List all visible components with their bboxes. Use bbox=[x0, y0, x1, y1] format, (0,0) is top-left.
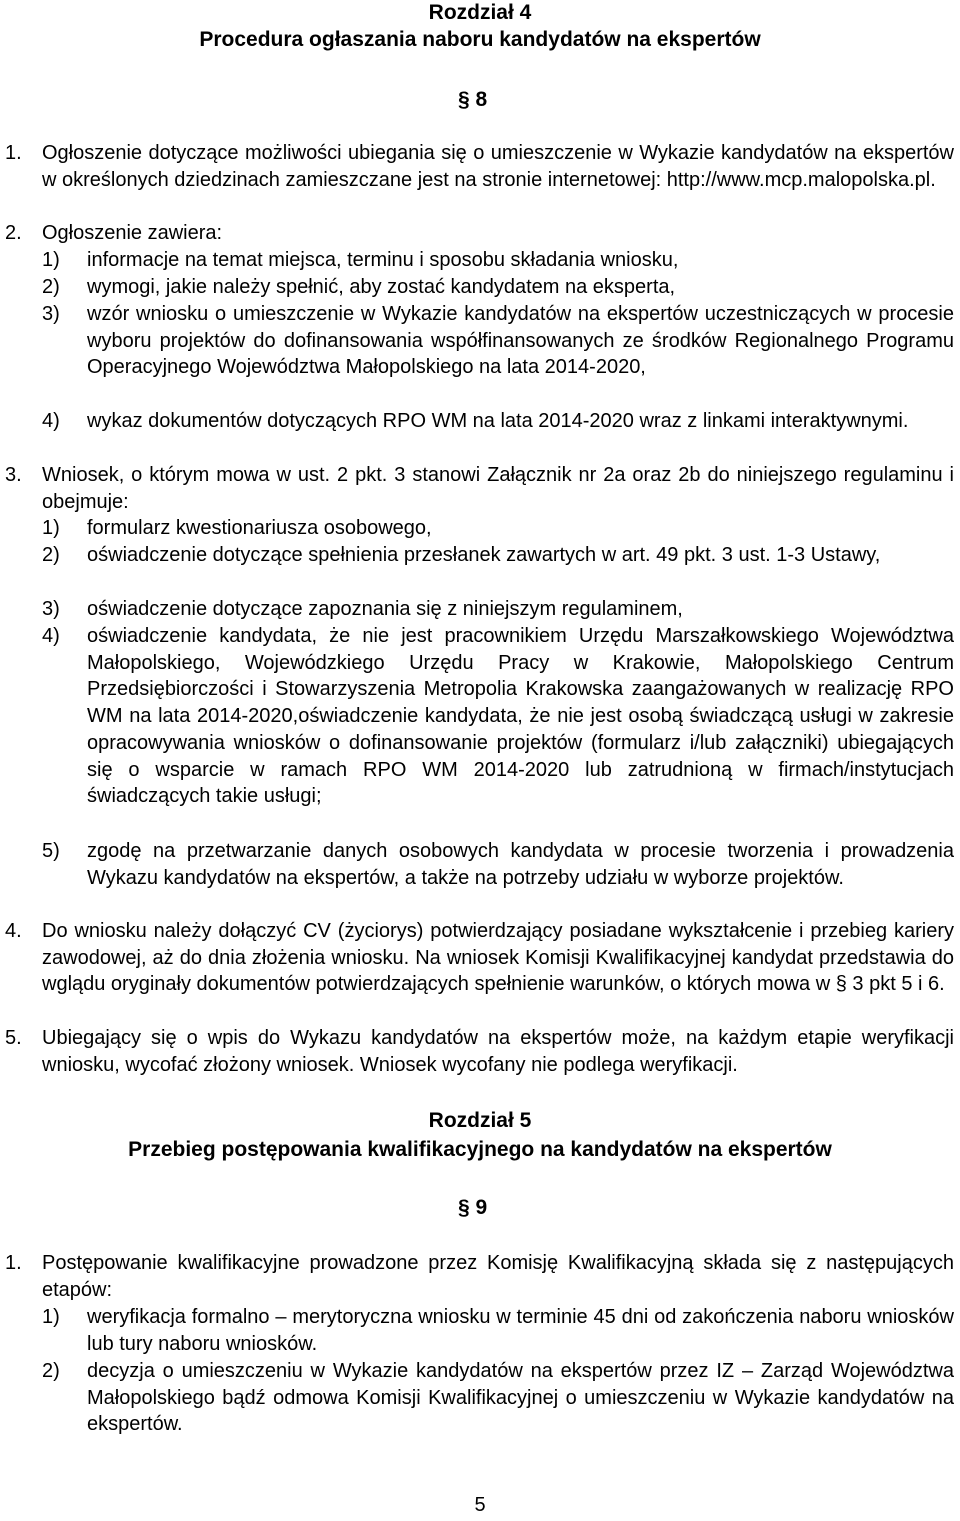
ch5-paragraph-1: Postępowanie kwalifikacyjne prowadzone przez Komisję Kwalifikacyjną składa się z następujących etapów: bbox=[42, 1252, 954, 1301]
p2-item-2: wymogi, jakie należy spełnić, aby zostać kandydatem na eksperta, bbox=[87, 276, 676, 298]
p3-item-3-number: 3) bbox=[42, 598, 60, 620]
p2-item-3-number: 3) bbox=[42, 303, 60, 325]
p3-item-4: oświadczenie kandydata, że nie jest pracownikiem Urzędu Marszałkowskiego Województwa Małopolskiego, Wojewódzkiego Urzędu Pracy w Krakowie, Małopolskiego Centrum Przedsiębiorczości i Stowarzyszenia Metropolia Krakowska zaangażowanych w realizację RPO WM na lata 2014-2020,oświadczenie kandydata, że nie jest osobą świadczącą usługi w zakresie opracowywania wniosków o dofinansowanie projektów (formularz i/lub załączniki) ubiegających się o wsparcie w ramach RPO WM 2014-2020 lub zatrudnioną w firmach/instytucjach świadczących takie usługi; bbox=[87, 625, 954, 808]
page-number: 5 bbox=[474, 1494, 486, 1516]
p2-item-4: wykaz dokumentów dotyczących RPO WM na lata 2014-2020 wraz z linkami interaktywnymi. bbox=[87, 410, 909, 432]
p2-number: 2. bbox=[5, 222, 22, 244]
p3-item-2: oświadczenie dotyczące spełnienia przesłanek zawartych w art. 49 pkt. 3 ust. 1-3 Ustawy, bbox=[87, 544, 881, 566]
p3-item-5-number: 5) bbox=[42, 840, 60, 862]
p3-item-2-number: 2) bbox=[42, 544, 60, 566]
section-9-label: § 9 bbox=[458, 1196, 488, 1219]
paragraph-3: Wniosek, o którym mowa w ust. 2 pkt. 3 stanowi Załącznik nr 2a oraz 2b do niniejszego regulaminu i obejmuje: bbox=[42, 464, 954, 513]
paragraph-2: Ogłoszenie zawiera: bbox=[42, 222, 223, 244]
ch5-item-2-number: 2) bbox=[42, 1360, 60, 1382]
p2-item-3: wzór wniosku o umieszczenie w Wykazie kandydatów na ekspertów uczestniczących w procesie wyboru projektów do dofinansowania współfinansowanych ze środków Regionalnego Programu Operacyjnego Województwa Małopolskiego na lata 2014-2020, bbox=[87, 303, 954, 379]
p3-number: 3. bbox=[5, 464, 22, 486]
ch5-item-1: weryfikacja formalno – merytoryczna wniosku w terminie 45 dni od zakończenia naboru wniosków lub tury naboru wniosków. bbox=[87, 1306, 954, 1355]
p5-number: 5. bbox=[5, 1027, 22, 1049]
p3-item-3: oświadczenie dotyczące zapoznania się z niniejszym regulaminem, bbox=[87, 598, 683, 620]
ch5-item-2: decyzja o umieszczeniu w Wykazie kandydatów na ekspertów przez IZ – Zarząd Województwa Małopolskiego bądź odmowa Komisji Kwalifikacyjnej o umieszczeniu w Wykazie kandydatów na ekspertów. bbox=[87, 1360, 954, 1436]
chapter-5-heading: Rozdział 5 bbox=[428, 1109, 532, 1132]
p2-item-2-number: 2) bbox=[42, 276, 60, 298]
p1-number: 1. bbox=[5, 142, 22, 164]
p3-item-5: zgodę na przetwarzanie danych osobowych kandydata w procesie tworzenia i prowadzenia Wykazu kandydatów na ekspertów, a także na potrzeby udziału w wyborze projektów. bbox=[87, 840, 954, 889]
paragraph-4: Do wniosku należy dołączyć CV (życiorys) potwierdzający posiadane wykształcenie i przebieg kariery zawodowej, aż do dnia złożenia wniosku. Na wniosek Komisji Kwalifikacyjnej kandydat przedstawia do wglądu oryginały dokumentów potwierdzających spełnienie warunków, o których mowa w § 3 pkt 5 i 6. bbox=[42, 920, 954, 996]
p2-item-1-number: 1) bbox=[42, 249, 60, 271]
p4-number: 4. bbox=[5, 920, 22, 942]
chapter-4-title: Procedura ogłaszania naboru kandydatów na ekspertów bbox=[199, 28, 761, 51]
p3-item-1-number: 1) bbox=[42, 517, 60, 539]
p2-item-4-number: 4) bbox=[42, 410, 60, 432]
paragraph-5: Ubiegający się o wpis do Wykazu kandydatów na ekspertów może, na każdym etapie weryfikacji wniosku, wycofać złożony wniosek. Wniosek wycofany nie podlega weryfikacji. bbox=[42, 1027, 954, 1076]
p3-item-4-number: 4) bbox=[42, 625, 60, 647]
ch5-p1-number: 1. bbox=[5, 1252, 22, 1274]
section-8-label: § 8 bbox=[458, 88, 488, 111]
chapter-5-title: Przebieg postępowania kwalifikacyjnego na kandydatów na ekspertów bbox=[128, 1138, 832, 1161]
chapter-4-heading: Rozdział 4 bbox=[428, 1, 532, 24]
p2-item-1: informacje na temat miejsca, terminu i sposobu składania wniosku, bbox=[87, 249, 679, 271]
paragraph-1: Ogłoszenie dotyczące możliwości ubiegania się o umieszczenie w Wykazie kandydatów na ekspertów w określonych dziedzinach zamieszczane jest na stronie internetowej: http://www.mcp.malopolska.pl. bbox=[42, 142, 954, 191]
ch5-item-1-number: 1) bbox=[42, 1306, 60, 1328]
p3-item-1: formularz kwestionariusza osobowego, bbox=[87, 517, 432, 539]
